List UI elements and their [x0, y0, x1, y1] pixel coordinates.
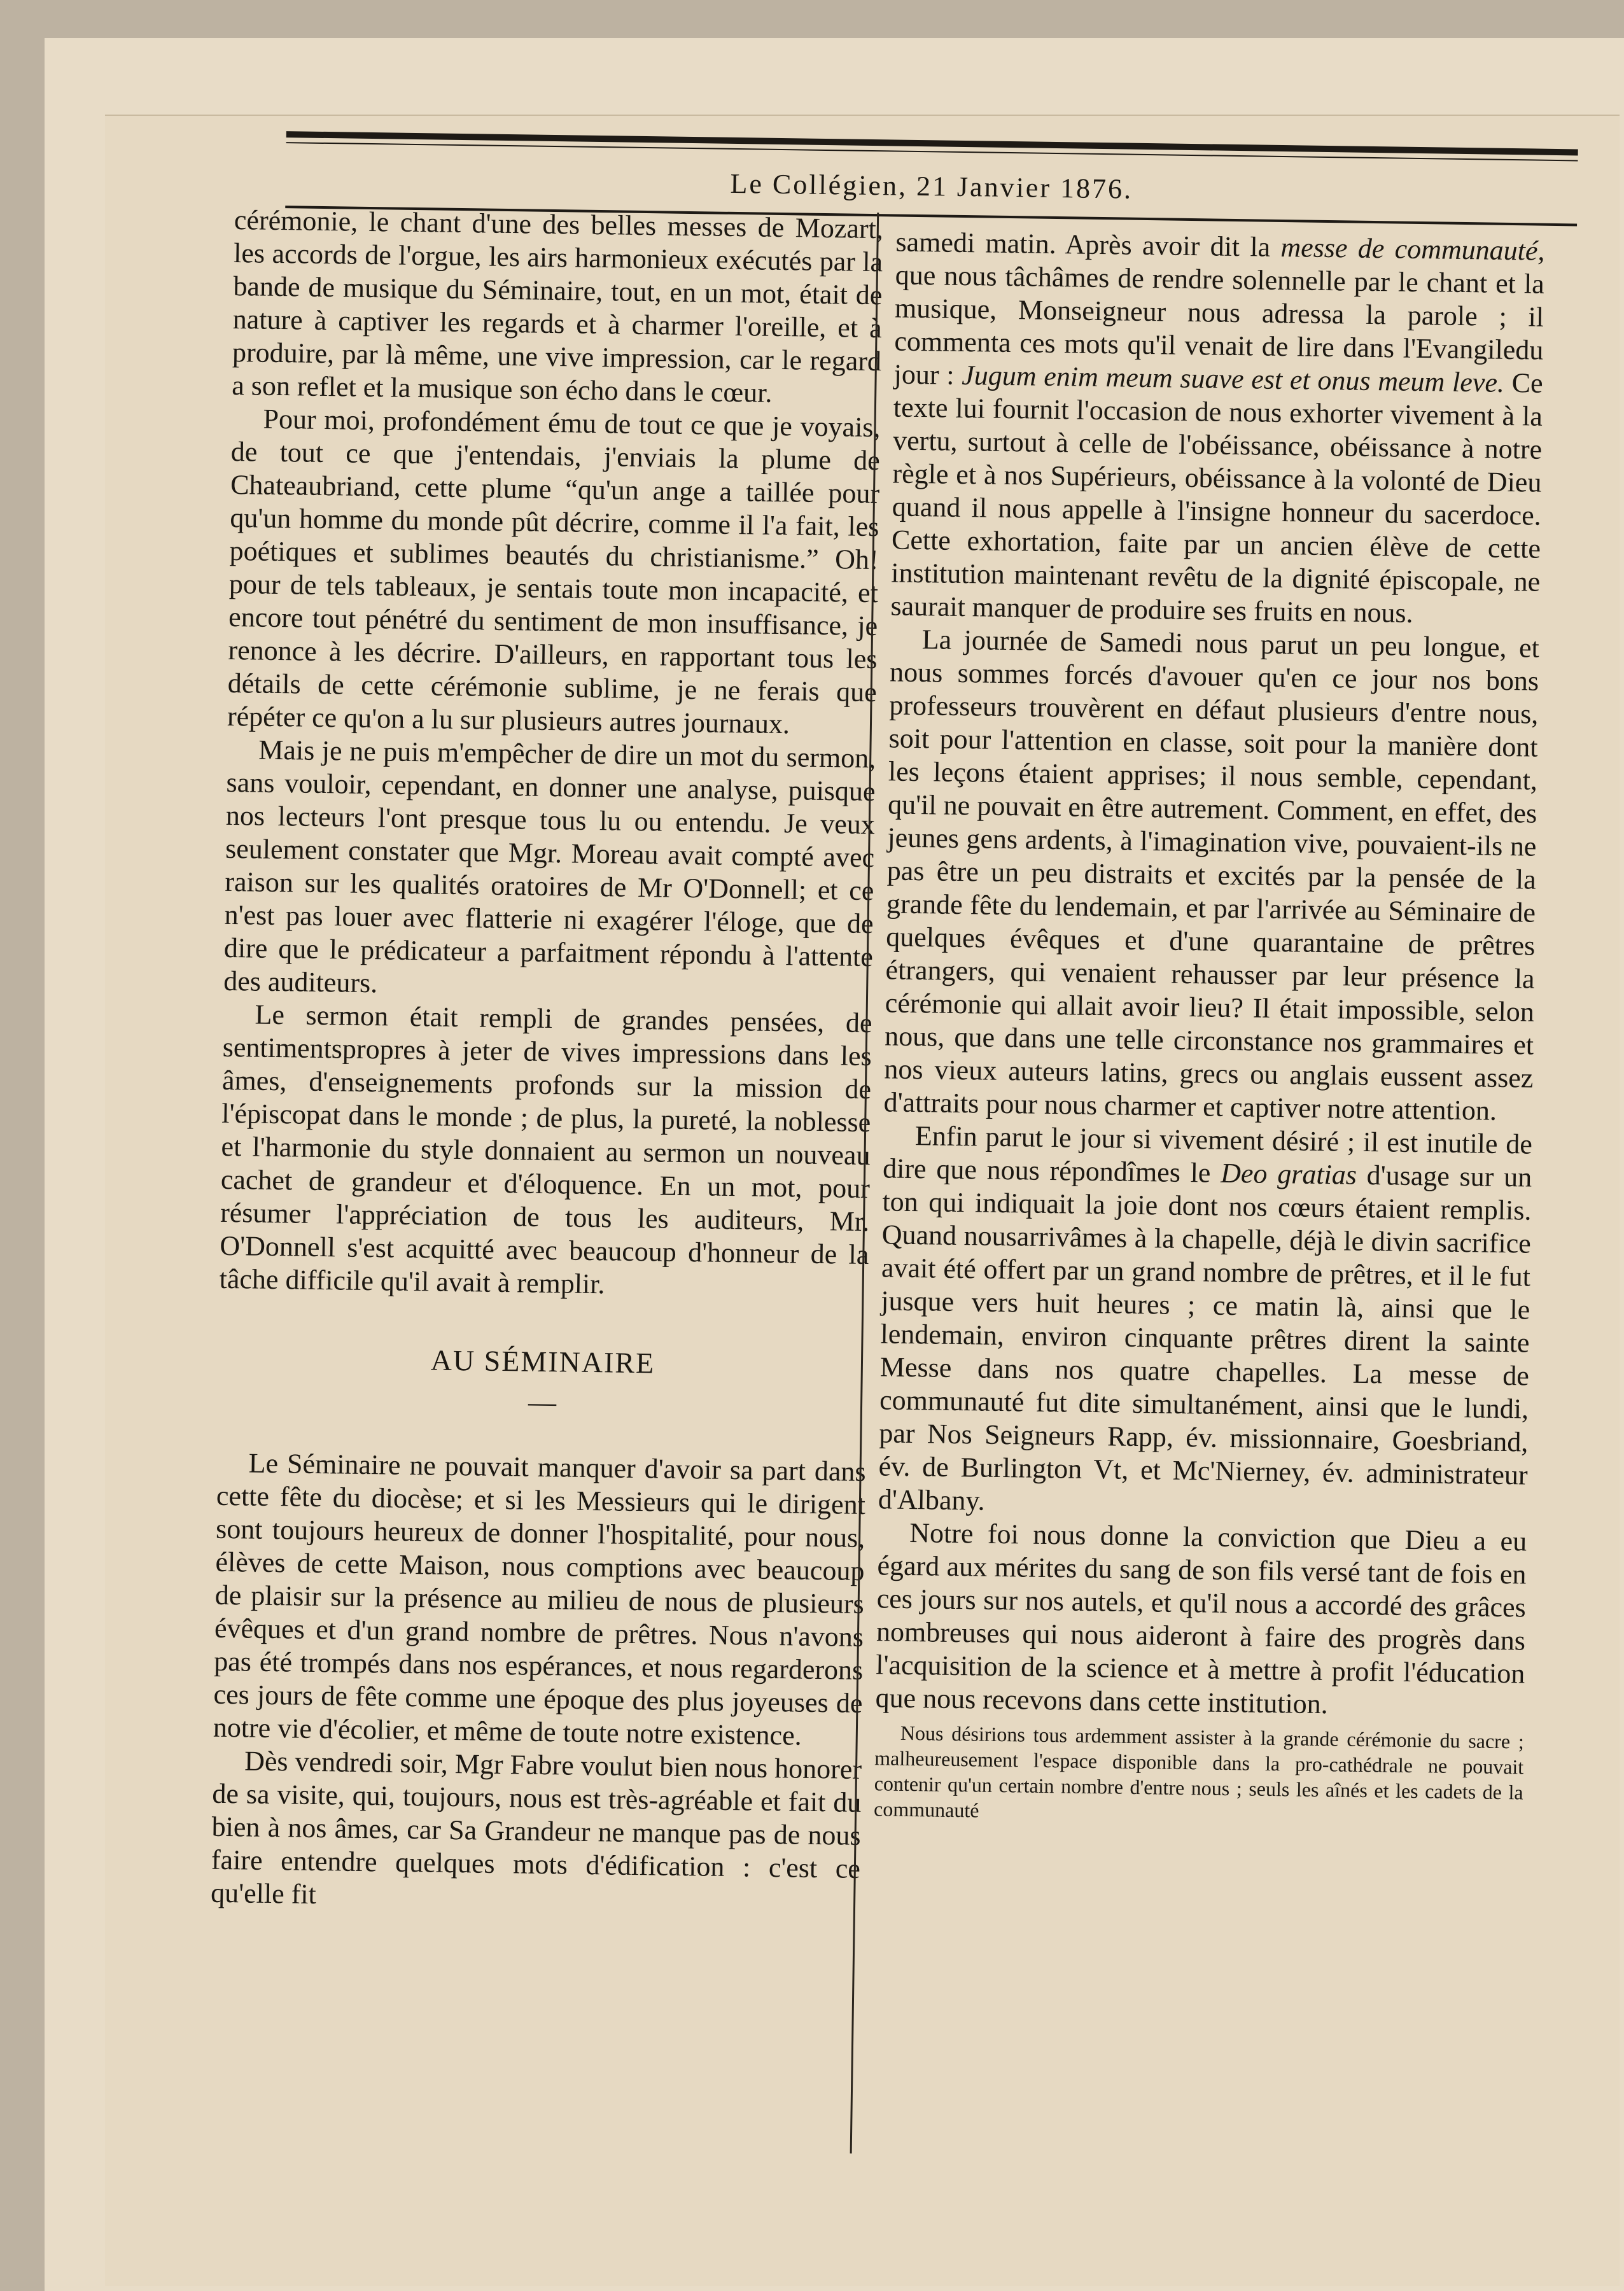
- left-column: [211, 204, 883, 1919]
- section-title: AU SÉMINAIRE: [430, 1343, 655, 1380]
- right-paragraph-1: [890, 226, 1545, 632]
- running-head: Le Collégien, 21 Janvier 1876.: [730, 167, 1133, 205]
- right-paragraph-3: [878, 1119, 1533, 1525]
- right-paragraph-3-italic: Deo gratias: [1220, 1157, 1357, 1191]
- left-paragraph-5: Le Séminaire ne pouvait manquer d'avoir sa part dans cette fête du diocèse; et si les Messieurs qui le dirigent sont toujours heureux de donner l'hospitalité, pour nous, élèves de cette Maison, nous comptions avec beaucoup de plaisir sur la présence au milieu de nous de plusieurs évêques et d'un grand nombre de prêtres. Nous n'avons pas été trompés dans nos espérances, et nous regarderons ces jours de fête comme une époque des plus joyeuses de notre vie d'écolier, et même de toute notre existence.: [213, 1447, 866, 1751]
- right-paragraph-1-italic-2: Jugum enim meum suave est et onus meum leve.: [961, 359, 1505, 398]
- right-paragraph-2: La journée de Samedi nous parut un peu longue, et nous sommes forcés d'avouer qu'en ce jour nos bons professeurs trouvèrent en défaut plusieurs d'entre nous, soit pour l'attention en classe, soit pour la manière dont les leçons étaient apprises; il nous semble, cependant, qu'il ne pouvait en être autrement. Comment, en effet, des jeunes gens ardents, à l'imagination vive, pouvaient-ils ne pas être un peu distraits et excités par la pensée de la grande fête du lendemain, et par l'arrivée au Séminaire de quelques évêques et d'une quarantaine de prêtres étrangers, qui venaient rehausser par leur présence la cérémonie qui allait avoir lieu? Il était impossible, selon nous, que dans une telle circonstance nos grammaires et nos vieux auteurs latins, grecs ou anglais eussent assez d'attraits pour nous charmer et captiver notre attention.: [883, 624, 1540, 1126]
- left-paragraph-3: Mais je ne puis m'empêcher de dire un mot du sermon, sans vouloir, cependant, en donner une analyse, puisque nos lecteurs l'ont presque tous lu ou entendu. Je veux seulement constater que Mgr. Moreau avait compté avec raison sur les qualités oratoires de Mr O'Donnell; et ce n'est pas louer avec flatterie ni exagérer l'éloge, que de dire que le prédicateur a parfaitment répondu à l'attente des auditeurs.: [223, 734, 876, 999]
- right-paragraph-1-italic-1: messe de communauté,: [1280, 231, 1545, 267]
- section-dash: —: [528, 1386, 557, 1419]
- right-paragraph-3-text-a: Enfin parut le jour si vivement désiré ; il est inutile de dire que nous répondîmes le: [882, 1120, 1533, 1189]
- right-column: [874, 226, 1545, 1831]
- right-paragraph-3-text-b: d'usage sur un ton qui indiquait la joie dont nos cœurs étaient remplis. Quand nousarrivâmes à la chapelle, déjà le divin sacrifice avait été offert par un grand nombre de prêtres, et il le fut jusque vers huit heures ; ce matin là, ainsi que le lendemain, environ cinquante prêtres dirent la sainte Messe dans nos quatre chapelles. La messe de communauté fut dite simultanément, ainsi que le lundi, par Nos Seigneurs Rapp, év. missionnaire, Goesbriand, év. de Burlington Vt, et Mc'Nierney, év. administrateur d'Albany.: [878, 1159, 1532, 1517]
- newspaper-page: [207, 127, 1578, 2201]
- right-paragraph-4: Notre foi nous donne la conviction que Dieu a eu égard aux mérites du sang de son fils versé tant de fois en ces jours sur nos autels, et qu'il nous a accordé des grâces nombreuses qui nous aideront à faire des progrès dans l'acquisition de la science et à mettre à profit l'éducation que nous recevons dans cette institution.: [875, 1517, 1527, 1720]
- right-paragraph-1-text-c: Ce texte lui fournit l'occasion de nous exhorter vivement à la vertu, surtout à celle de l'obéissance, obéissance à notre règle et à nos Supérieurs, obéissance à la volonté de Dieu quand il nous appelle à l'insigne honneur du sacerdoce. Cette exhortation, faite par un ancien élève de cette institution maintenant revêtu de la dignité épiscopale, ne saurait manquer de produire ses fruits en nous.: [890, 367, 1543, 629]
- left-paragraph-4: Le sermon était rempli de grandes pensées, de sentimentspropres à jeter de vives impressions dans les âmes, d'enseignements profonds sur la mission de l'épiscopat dans le monde ; de plus, la pureté, la noblesse et l'harmonie du style donnaient au sermon un nouveau cachet de grandeur et d'éloquence. En un mot, pour résumer l'appréciation de tous les auditeurs, Mr. O'Donnell s'est acquitté avec beaucoup d'honneur de la tâche difficile qu'il avait à remplir.: [219, 998, 872, 1300]
- left-paragraph-2: Pour moi, profondément ému de tout ce que je voyais, de tout ce que j'entendais, j'enviais la plume de Chateaubriand, cette plume “qu'un ange a taillée pour qu'un homme du monde pût décrire, comme il l'a fait, les poétiques et sublimes beautés du christianisme.” Oh! pour de tels tableaux, je sentais toute mon incapacité, et encore tout pénétré du sentiment de mon insuffisance, je renonce à les décrire. D'ailleurs, en rapportant tous les détails de cette cérémonie sublime, je ne ferais que répéter ce qu'on a lu sur plusieurs autres journaux.: [227, 403, 881, 740]
- left-paragraph-1: cérémonie, le chant d'une des belles messes de Mozart, les accords de l'orgue, les airs harmonieux exécutés par la bande de musique du Séminaire, tout, en un mot, était de nature à captiver les regards et à charmer l'oreille, et à produire, par là même, une vive impression, car le regard a son reflet et la musique son écho dans le cœur.: [231, 204, 884, 409]
- right-paragraph-1-text-a: samedi matin. Après avoir dit la: [895, 226, 1281, 263]
- right-paragraph-1-text-b: que nous tâchâmes de rendre solennelle par le chant et la musique, Monseigneur nous adressa la parole ; il commenta ces mots qu'il venait de lire dans l'Evangiledu jour :: [893, 259, 1545, 391]
- left-paragraph-6: Dès vendredi soir, Mgr Fabre voulut bien nous honorer de sa visite, qui, toujours, nous est très-agréable et fait du bien à nos âmes, car Sa Grandeur ne manque pas de nous faire entendre quelques mots d'édification : c'est ce qu'elle fit: [210, 1745, 862, 1910]
- footnote: Nous désirions tous ardemment assister à la grande cérémonie du sacre ; malheureusement l'espace disponible dans la pro-cathédrale ne pouvait contenir qu'un certain nombre d'entre nous ; seuls les aînés et les cadets de la communauté: [873, 1721, 1525, 1822]
